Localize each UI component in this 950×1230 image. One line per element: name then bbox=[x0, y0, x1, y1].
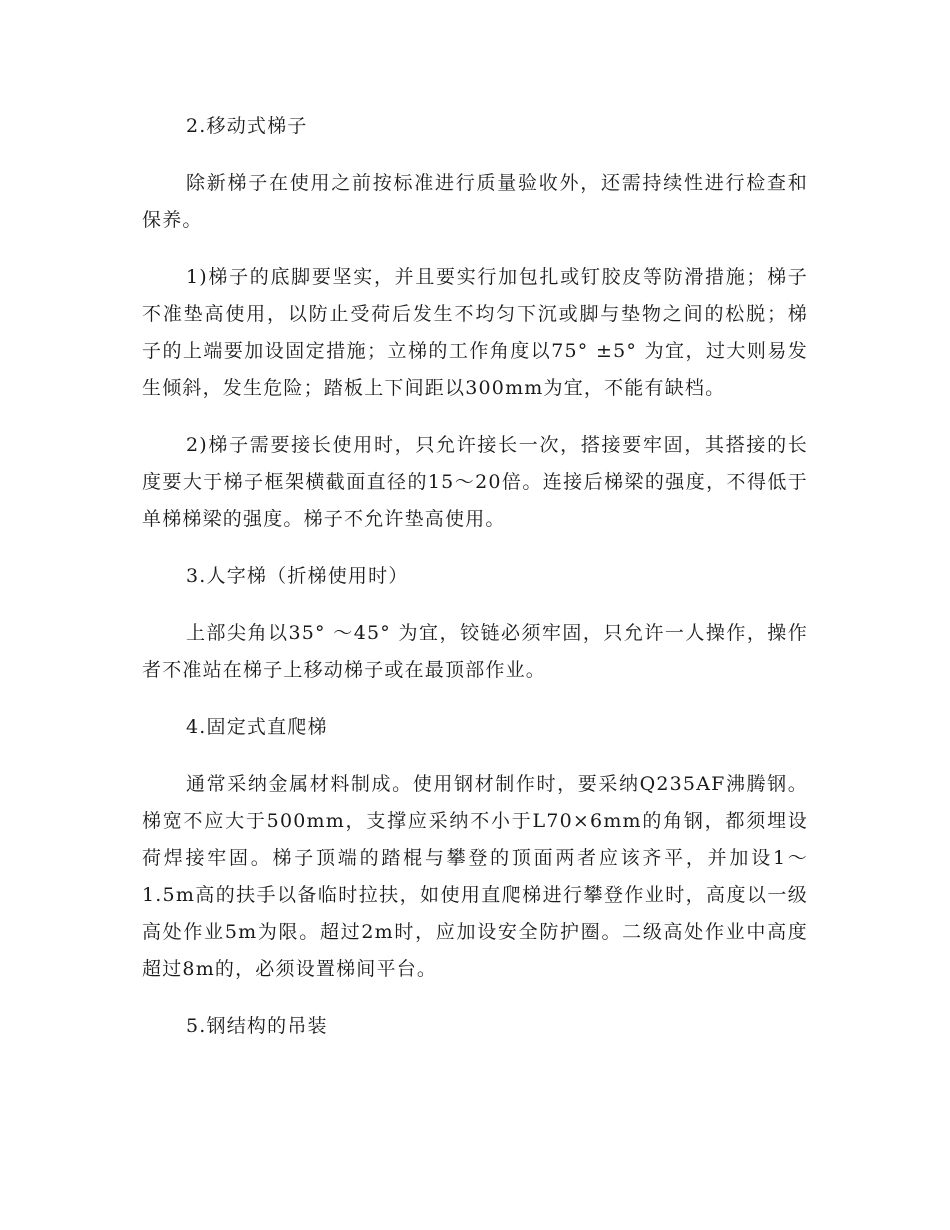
para-a-frame-angle: 上部尖角以35° ～45° 为宜，铰链必须牢固，只允许一人操作，操作者不准站在梯子上移动梯子或在最顶部作业。 bbox=[142, 622, 808, 681]
para-fixed-ladder-spec: 通常采纳金属材料制成。使用钢材制作时，要采纳Q235AF沸腾钢。梯宽不应大于500mm，支撑应采纳不小于L70×6mm的角钢，都须埋设荷焊接牢固。梯子顶端的踏棍与攀登的顶面两者应该齐平，并加设1～1.5m高的扶手以备临时拉扶，如使用直爬梯进行攀登作业时，高度以一级高处作业5m为限。超过2m时，应加设安全防护圈。二级高处作业中高度超过8m的，必须设置梯间平台。 bbox=[142, 773, 808, 980]
heading-mobile-ladder: 2.移动式梯子 bbox=[186, 115, 308, 137]
para-item-1-ladder-base: 1)梯子的底脚要坚实，并且要实行加包扎或钉胶皮等防滑措施；梯子不准垫高使用，以防止受荷后发生不均匀下沉或脚与垫物之间的松脱；梯子的上端要加设固定措施；立梯的工作角度以75° ±5° 为宜，过大则易发生倾斜，发生危险；踏板上下间距以300mm为宜，不能有缺档。 bbox=[142, 266, 808, 399]
document-body bbox=[142, 108, 808, 1065]
para-new-ladder-inspection: 除新梯子在使用之前按标准进行质量验收外，还需持续性进行检查和保养。 bbox=[142, 172, 808, 231]
heading-a-frame-ladder: 3.人字梯（折梯使用时） bbox=[186, 565, 409, 587]
para-item-2-ladder-extension: 2)梯子需要接长使用时，只允许接长一次，搭接要牢固，其搭接的长度要大于梯子框架横截面直径的15～20倍。连接后梯梁的强度，不得低于单梯梯梁的强度。梯子不允许垫高使用。 bbox=[142, 434, 808, 530]
heading-steel-hoisting: 5.钢结构的吊装 bbox=[186, 1015, 328, 1037]
heading-fixed-ladder: 4.固定式直爬梯 bbox=[186, 716, 328, 738]
